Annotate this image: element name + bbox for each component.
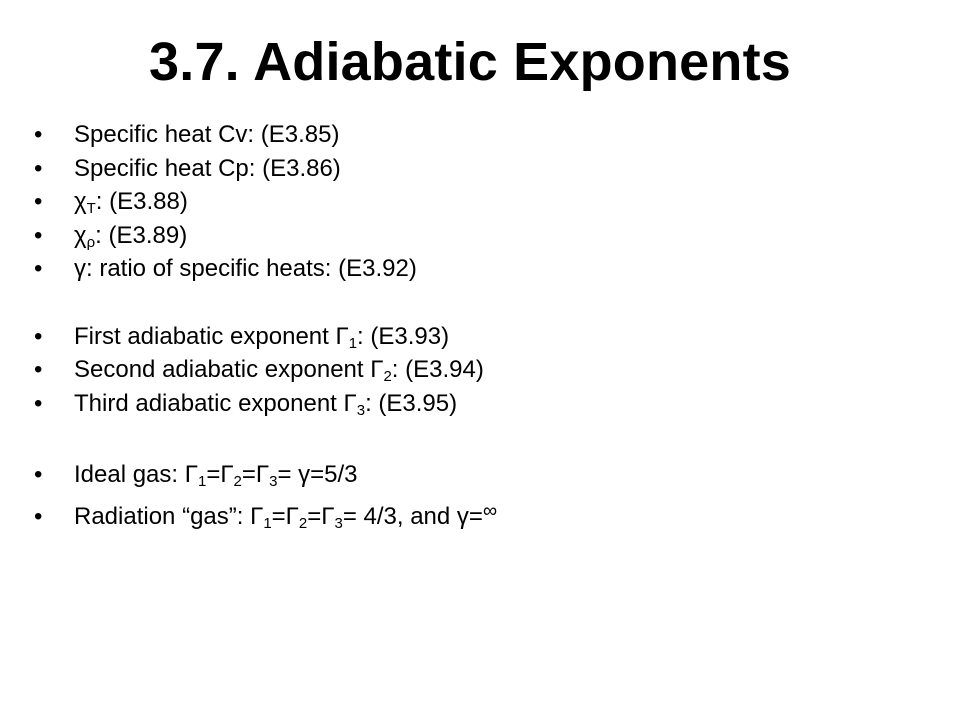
bullet-list [34,118,934,538]
bullet-text: γ: ratio of specific heats: (E3.92) [74,255,417,283]
bullet-text: Specific heat Cv: (E3.85) [74,121,340,148]
bullet-text: =Γ [307,502,335,530]
bullet-text: : (E3.95) [365,389,458,417]
bullet-third-exponent [34,387,934,421]
gamma-subscript: 1 [197,472,207,490]
bullet-second-exponent [34,353,934,387]
gamma-subscript: 3 [356,401,366,419]
chi-symbol: χ [74,188,87,216]
bullet-text: : (E3.89) [95,221,188,249]
bullet-first-exponent [34,320,934,354]
bullet-dot: • [34,154,43,182]
bullet-dot: • [34,356,43,384]
gamma-subscript: 2 [298,514,308,532]
bullet-text: Radiation “gas”: Γ [74,502,264,530]
bullet-text: = γ=5/3 [277,460,358,488]
bullet-radiation-gas [34,496,934,538]
bullet-text: =Γ [241,460,270,488]
bullet-dot: • [34,502,43,530]
bullet-text: Third adiabatic exponent Γ [74,389,357,417]
chi-symbol: χ [74,221,87,249]
bullet-cp [34,152,934,186]
bullet-dot: • [34,255,43,283]
bullet-cv [34,118,934,152]
bullet-dot: • [34,221,43,249]
bullet-text: : (E3.94) [391,356,484,384]
bullet-text: : (E3.88) [95,188,188,216]
bullet-dot: • [34,460,43,488]
bullet-ideal-gas [34,454,934,496]
bullet-chi-t [34,185,934,219]
chi-subscript: T [86,200,96,218]
gamma-subscript: 2 [383,368,392,386]
slide-title: 3.7. Adiabatic Exponents [149,32,791,92]
bullet-text: =Γ [271,502,299,530]
bullet-dot: • [34,322,43,350]
infinity-symbol: ∞ [482,499,497,522]
bullet-gamma [34,252,934,286]
chi-subscript: ρ [86,233,96,251]
bullet-text: =Γ [206,460,234,488]
bullet-text: Ideal gas: Γ [74,460,198,488]
gamma-subscript: 1 [263,514,272,532]
bullet-dot: • [34,188,43,216]
bullet-text: Second adiabatic exponent Γ [74,356,384,384]
gamma-subscript: 1 [348,334,358,352]
gamma-subscript: 3 [269,472,278,490]
bullet-text: = 4/3, and γ= [342,502,483,530]
bullet-dot: • [34,389,43,417]
gamma-subscript: 2 [233,472,242,490]
bullet-text: Specific heat Cp: (E3.86) [74,154,341,182]
bullet-text: First adiabatic exponent Γ [74,322,349,350]
bullet-chi-rho [34,219,934,253]
bullet-text: : (E3.93) [357,322,450,350]
bullet-dot: • [34,121,43,148]
gamma-subscript: 3 [334,514,343,532]
